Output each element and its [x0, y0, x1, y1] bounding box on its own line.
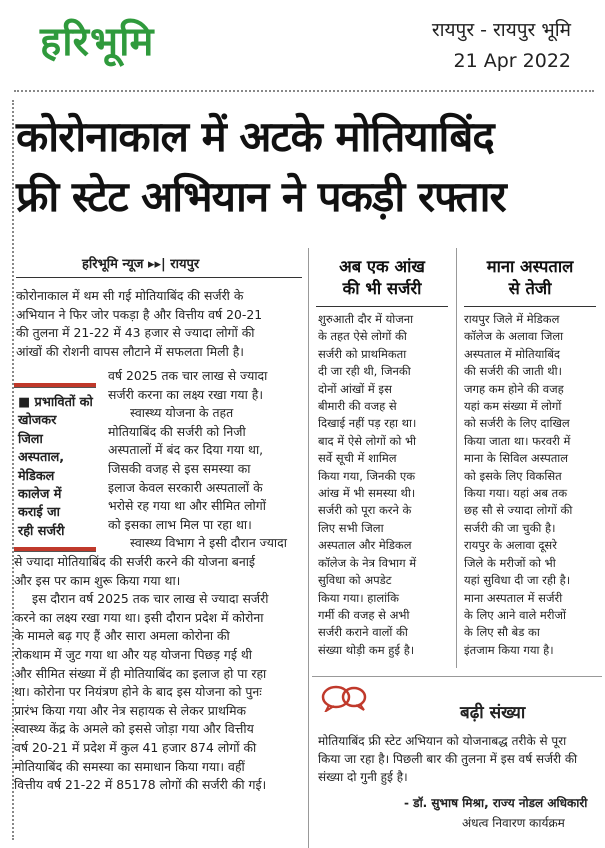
body-line: के मामले बढ़ गए हैं और सारा अमला कोरोना की — [14, 628, 230, 644]
sidebar-line: किया गया, जिनकी एक — [318, 468, 416, 483]
sidebar-mana-hospital — [460, 256, 600, 659]
body-line: और सीमित संख्या में ही मोतियाबिंद का इलाज हो पा रहा — [14, 665, 267, 681]
sidebar-line: माना अस्पताल में सर्जरी — [464, 590, 563, 605]
sidebar-line: आंख में भी समस्या थी। — [318, 486, 416, 501]
sidebar-title: से तेजी — [508, 279, 552, 298]
sidebar-line: यहां सुविधा दी जा रही है। — [464, 573, 571, 588]
body-line: रोकथाम में जुट गया था और यह योजना पिछड़ गई थी — [14, 646, 252, 662]
sidebar-line: संख्या थोड़ी कम हुई है। — [318, 642, 415, 657]
pull-quote-line: रही सर्जरी — [18, 523, 65, 539]
sidebar-title-rule — [464, 306, 596, 307]
body-line: इस दौरान वर्ष 2025 तक चार लाख से ज्यादा सर्जरी — [32, 591, 269, 607]
body-narrow-column — [108, 367, 304, 553]
speech-bubble-icon — [320, 684, 368, 712]
sidebar-line: जगह कम होने की वजह — [464, 381, 564, 396]
lead-line: कोरोनाकाल में थम सी गई मोतियाबिंद की सर्जरी के — [16, 288, 244, 303]
body-line: वर्ष 20-21 में प्रदेश में कुल 41 हजार 874 लोगों की — [14, 739, 257, 755]
pull-quote-line: ■ प्रभावितों को — [18, 395, 93, 410]
sidebar-line: किया जाता था। फरवरी में — [464, 433, 571, 448]
body-line: मोतियाबिंद की सर्जरी को निजी — [108, 423, 246, 439]
pull-quote-line: जिला — [18, 431, 43, 447]
pull-quote-line: खोजकर — [18, 413, 57, 429]
body-line: था। कोरोना पर नियंत्रण होने के बाद इस योजना को पुनः — [14, 684, 262, 700]
top-divider — [14, 90, 594, 92]
sidebar-body — [312, 311, 452, 659]
pull-quote-top-rule — [14, 383, 96, 388]
body-line: और इस पर काम शुरू किया गया था। — [14, 572, 181, 588]
sidebar-line: को सर्जरी के लिए दाखिल — [464, 416, 570, 431]
sidebar-title: अब एक आंख — [339, 257, 425, 276]
sidebar-line: बीमारी की वजह से — [318, 399, 397, 414]
sidebar-line: किया गया। यहां अब तक — [464, 486, 568, 501]
sidebar-line: किया गया। हालांकि — [318, 590, 399, 605]
sidebar-line: इंतजाम किया गया है। — [464, 642, 554, 657]
headline-line-2: फ्री स्टेट अभियान ने पकड़ी रफ्तार — [16, 172, 506, 221]
lead-paragraph — [16, 287, 304, 361]
body-line: वर्ष 2025 तक चार लाख से ज्यादा — [108, 368, 268, 383]
pull-quote-line: मेडिकल — [18, 468, 55, 484]
sidebar-line: अस्पताल में मोतियाबिंद — [464, 346, 560, 361]
sidebar-line: दी जा रही थी, जिनकी — [318, 364, 411, 379]
body-line: स्वास्थ्य विभाग ने इसी दौरान ज्यादा — [130, 535, 287, 551]
sidebar-line: लिए सभी जिला — [318, 520, 384, 535]
pull-quote-bottom-rule — [14, 547, 96, 552]
sidebar-line: माना के सिविल अस्पताल — [464, 451, 569, 466]
headline-line-1: कोरोनाकाल में अटके मोतियाबिंद — [16, 112, 494, 161]
sidebar-line: कॉलेज के अलावा जिला — [464, 329, 564, 344]
quote-attribution-role: अंधत्व निवारण कार्यक्रम — [462, 816, 565, 830]
body-line: से ज्यादा मोतियाबिंद की सर्जरी करने की योजना बनाई — [14, 554, 255, 569]
sidebar-body — [460, 311, 600, 659]
body-line: स्वास्थ्य योजना के तहत — [130, 405, 234, 421]
sidebar-line: के लिए सौ बेड का — [464, 625, 540, 640]
body-line: वित्तीय वर्ष 21-22 में 85178 लोगों की सर्जरी की गई। — [14, 777, 267, 793]
sidebar-line: सर्जरी कराने वालों की — [318, 625, 408, 640]
sidebar-title: माना अस्पताल — [486, 257, 574, 276]
lead-line: की तुलना में 21-22 में 43 हजार से ज्यादा लोगों की — [16, 325, 255, 341]
sidebar-line: के लिए आने वाले मरीजों — [464, 607, 566, 622]
sidebar-title: की भी सर्जरी — [342, 279, 422, 298]
quote-box-text — [318, 732, 577, 786]
publication-date: 21 Apr 2022 — [453, 50, 571, 72]
pull-quote-text — [18, 394, 96, 541]
sidebar-line: के तहत ऐसे लोगों की — [318, 329, 407, 344]
sidebar-line: दोनों आंखों में इस — [318, 381, 392, 396]
quote-line: संख्या दो गुनी हुई है। — [318, 770, 408, 784]
body-line: सर्जरी करना का लक्ष्य रखा गया है। — [108, 386, 264, 402]
sidebar-line: बाद में ऐसे लोगों को भी — [318, 433, 417, 448]
quote-line: किया जा रहा है। पिछली बार की तुलना में इस वर्ष सर्जरी की — [318, 752, 578, 766]
sidebar-line: जिले के मरीजों को भी — [464, 555, 556, 570]
column-divider — [456, 248, 457, 668]
sidebar-line: कॉलेज के नेत्र विभाग में — [318, 555, 417, 570]
body-line: अस्पतालों में बंद कर दिया गया था, — [108, 442, 264, 458]
body-wide-column — [14, 553, 306, 795]
sidebar-line: सुविधा को अपडेट — [318, 573, 392, 588]
sidebar-line: रायपुर के अलावा दूसरे — [464, 538, 557, 553]
newspaper-logo: हरिभूमि — [40, 19, 155, 65]
byline: हरिभूमि न्यूज ▸▸| रायपुर — [82, 257, 200, 272]
column-divider — [308, 248, 309, 848]
pull-quote-line: कालेज में — [18, 487, 62, 503]
body-line: प्रारंभ किया गया और नेत्र सहायक से लेकर प्राथमिक — [14, 702, 247, 718]
sidebar-line: यहां कम संख्या में लोगों — [464, 399, 562, 414]
edition-label: रायपुर - रायपुर भूमि — [431, 19, 571, 41]
byline-rule — [16, 277, 302, 278]
quote-line: मोतियाबिंद फ्री स्टेट अभियान को योजनाबद्ध तरीके से पूरा — [318, 734, 567, 748]
lead-line: आंखों की रोशनी वापस लौटाने में सफलता मिली है। — [16, 343, 244, 359]
pull-quote-line: कराई जा — [18, 505, 60, 521]
lead-line: अभियान ने फिर जोर पकड़ा है और वित्तीय वर्ष 20-21 — [16, 306, 263, 322]
quote-attribution: - डॉ. सुभाष मिश्रा, राज्य नोडल अधिकारी — [404, 796, 588, 810]
sidebar-line: रायपुर जिले में मेडिकल — [464, 312, 560, 326]
sidebar-line: को इसके लिए विकसित — [464, 468, 562, 483]
pull-quote-line: अस्पताल, — [18, 450, 65, 466]
sidebar-title-rule — [316, 306, 448, 307]
sidebar-line: सर्जरी को पूरा करने के — [318, 503, 412, 518]
sidebar-line: की सर्जरी की जाती थी। — [464, 364, 562, 379]
sidebar-line: सर्वे सूची में शामिल — [318, 451, 397, 466]
sidebar-line: छह सौ से ज्यादा लोगों की — [464, 503, 573, 518]
body-line: भरोसे रह गया था और सीमित लोगों — [108, 498, 266, 514]
quote-box-rule — [312, 676, 602, 677]
sidebar-line: गर्मी की वजह से अभी — [318, 607, 410, 622]
quote-box-title: बढ़ी संख्या — [460, 703, 526, 723]
body-line: जिसकी वजह से इस समस्या का — [108, 460, 251, 476]
sidebar-line: दिखाई नहीं पड़ रहा था। — [318, 416, 417, 431]
sidebar-line: शुरुआती दौर में योजना — [318, 312, 414, 326]
sidebar-line: अस्पताल और मेडिकल — [318, 538, 412, 553]
sidebar-line: सर्जरी को प्राथमिकता — [318, 346, 407, 361]
body-line: स्वास्थ्य केंद्र के अमले को इससे जोड़ा गया और वित्तीय — [14, 721, 254, 737]
body-line: मोतियाबिंद की समस्या का समाधान किया गया। वहीं — [14, 758, 245, 774]
body-line: करने का लक्ष्य रखा गया था। इसी दौरान प्रदेश में कोरोना — [14, 609, 264, 625]
body-line: को इसका लाभ मिल पा रहा था। — [108, 516, 252, 532]
pull-quote — [14, 383, 96, 552]
body-line: इलाज केवल सरकारी अस्पतालों के — [108, 479, 263, 495]
sidebar-line: सर्जरी की जा चुकी है। — [464, 520, 556, 535]
sidebar-one-eye — [312, 256, 452, 659]
